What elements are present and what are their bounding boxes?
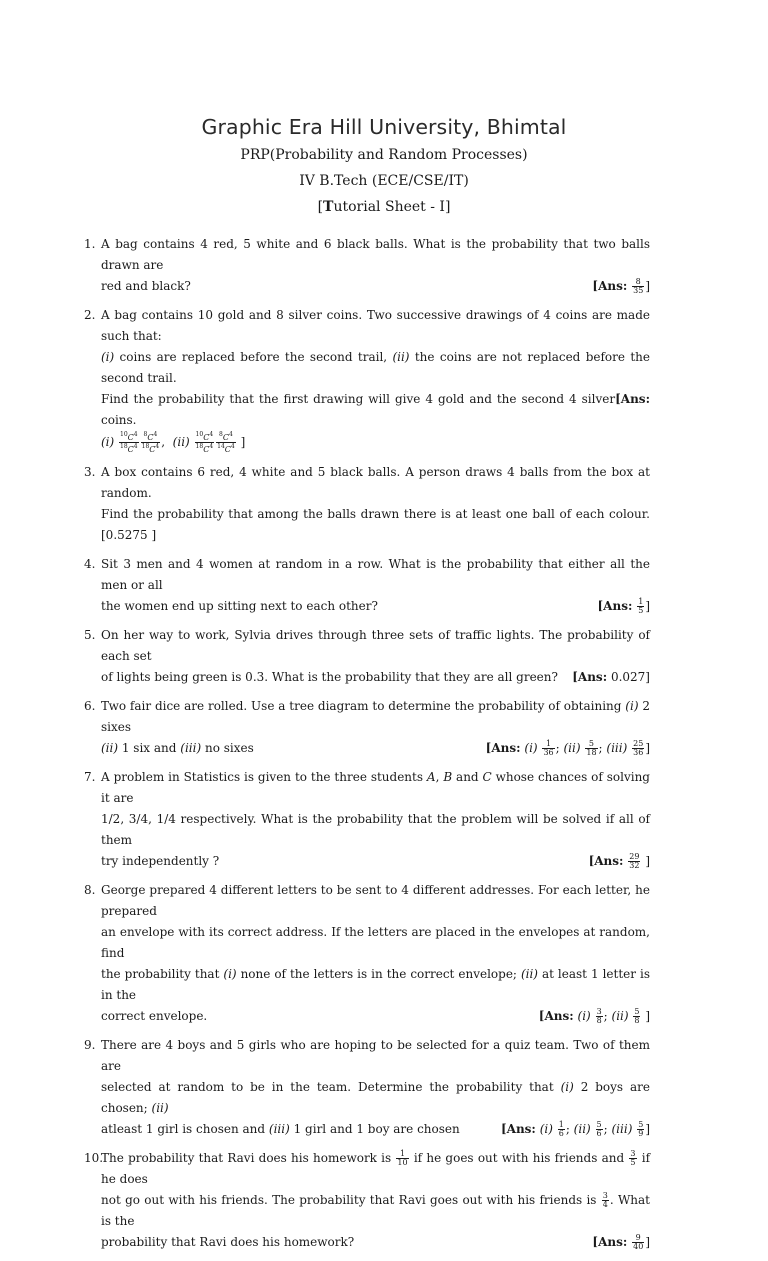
question-text: not go out with his friends. The probability that Ravi goes out with his friends is $\frac{3}{4}$ . What is the <box>101 1191 650 1228</box>
question-text: (i) coins are replaced before the second trail, (ii) the coins are not replaced before the second trail. <box>101 350 651 385</box>
question-3 <box>84 462 650 546</box>
course-title: PRP(Probability and Random Processes) <box>240 147 528 163</box>
question-text: Find the probability that among the balls drawn there is at least one ball of each colour. [0.5275 ] <box>101 507 650 542</box>
question-number: 3. <box>84 465 96 479</box>
answer: [Ans: $\frac{1}{5}$ ] <box>597 597 650 615</box>
document-header <box>0 112 768 220</box>
question-text: The probability that Ravi does his homework is $\frac{1}{10}$ if he goes out with his friends and $\frac{3}{5}$ if he does <box>101 1149 651 1186</box>
question-number: 4. <box>84 557 96 571</box>
question-text: try independently ? <box>101 854 220 868</box>
question-4 <box>84 554 650 617</box>
question-6 <box>84 696 650 759</box>
question-text: Find the probability that the first drawing will give 4 gold and the second 4 silver coins. <box>101 392 616 427</box>
question-number: 2. <box>84 308 96 322</box>
question-1 <box>84 234 650 297</box>
question-list <box>84 234 650 1261</box>
question-text: Sit 3 men and 4 women at random in a row. What is the probability that either all the men or all <box>101 557 650 592</box>
question-text: A problem in Statistics is given to the three students A, B and C whose chances of solving it are <box>101 770 650 805</box>
question-text: red and black? <box>101 279 191 293</box>
question-number: 5. <box>84 628 96 642</box>
sheet-title: [Tutorial Sheet - I] <box>317 199 451 215</box>
question-text: George prepared 4 different letters to be sent to 4 different addresses. For each letter, he prepared <box>101 883 650 918</box>
question-text: correct envelope. <box>101 1009 208 1023</box>
question-text: Two fair dice are rolled. Use a tree diagram to determine the probability of obtaining (i) 2 sixes <box>101 699 650 734</box>
question-10 <box>84 1148 650 1253</box>
question-text: A bag contains 10 gold and 8 silver coins. Two successive drawings of 4 coins are made such that: <box>101 308 650 343</box>
question-text: 1/2, 3/4, 1/4 respectively. What is the probability that the problem will be solved if all of them <box>101 812 650 847</box>
question-text: A box contains 6 red, 4 white and 5 black balls. A person draws 4 balls from the box at random. <box>101 465 650 500</box>
answer: [Ans: (i) $\frac{1}{6}$ ; (ii) $\frac{5}{6}$ ; (iii) $\frac{5}{9}$ ] <box>500 1120 650 1138</box>
question-text: (ii) 1 six and (iii) no sixes <box>101 741 254 755</box>
answer: [Ans: 0.027] <box>572 670 650 684</box>
question-number: 6. <box>84 699 96 713</box>
question-text: probability that Ravi does his homework? <box>101 1235 355 1249</box>
answer: [Ans: (i) $\frac{1}{36}$ ; (ii) $\frac{5}{18}$ ; (iii) $\frac{25}{36}$ ] <box>485 739 650 757</box>
question-9 <box>84 1035 650 1140</box>
answer: [Ans: (i) $\frac{3}{8}$ ; (ii) $\frac{5}{8}$ ] <box>538 1007 650 1025</box>
question-text: the women end up sitting next to each other? <box>101 599 378 613</box>
question-2 <box>84 305 650 454</box>
question-text: There are 4 boys and 5 girls who are hoping to be selected for a quiz team. Two of them are <box>101 1038 650 1073</box>
question-text: A bag contains 4 red, 5 white and 6 black balls. What is the probability that two balls drawn are <box>101 237 650 272</box>
answer: [Ans: $\frac{29}{32}$ ] <box>588 852 650 870</box>
question-number: 10. <box>84 1151 104 1165</box>
answer-label: [Ans: <box>615 392 650 406</box>
question-text: atleast 1 girl is chosen and (iii) 1 girl and 1 boy are chosen <box>101 1122 460 1136</box>
question-8 <box>84 880 650 1027</box>
question-number: 9. <box>84 1038 96 1052</box>
university-title: Graphic Era Hill University, Bhimtal <box>201 115 567 139</box>
answer: (i) $\frac{^{10}C^4}{^{18}C^4}$ $\frac{^8C^4}{^{18}C^4}$ , (ii) $\frac{^{10}C^4}{^{18}C^4}$ $\frac{^8C^4}{^{14}C^4}$ ] <box>101 431 246 454</box>
question-5 <box>84 625 650 688</box>
answer: [Ans: $\frac{8}{35}$ ] <box>592 277 650 295</box>
program-title: IV B.Tech (ECE/CSE/IT) <box>299 173 469 189</box>
answer: [Ans: $\frac{9}{40}$ ] <box>592 1233 650 1251</box>
question-text: of lights being green is 0.3. What is the probability that they are all green? <box>101 670 558 684</box>
question-text: the probability that (i) none of the letters is in the correct envelope; (ii) at least 1 letter is in the <box>101 967 650 1002</box>
question-number: 1. <box>84 237 96 251</box>
question-7 <box>84 767 650 872</box>
question-text: On her way to work, Sylvia drives through three sets of traffic lights. The probability of each set <box>101 628 650 663</box>
question-text: selected at random to be in the team. Determine the probability that (i) 2 boys are chosen; (ii) <box>101 1080 650 1115</box>
question-text: an envelope with its correct address. If the letters are placed in the envelopes at random, find <box>101 925 650 960</box>
question-number: 7. <box>84 770 96 784</box>
question-number: 8. <box>84 883 96 897</box>
